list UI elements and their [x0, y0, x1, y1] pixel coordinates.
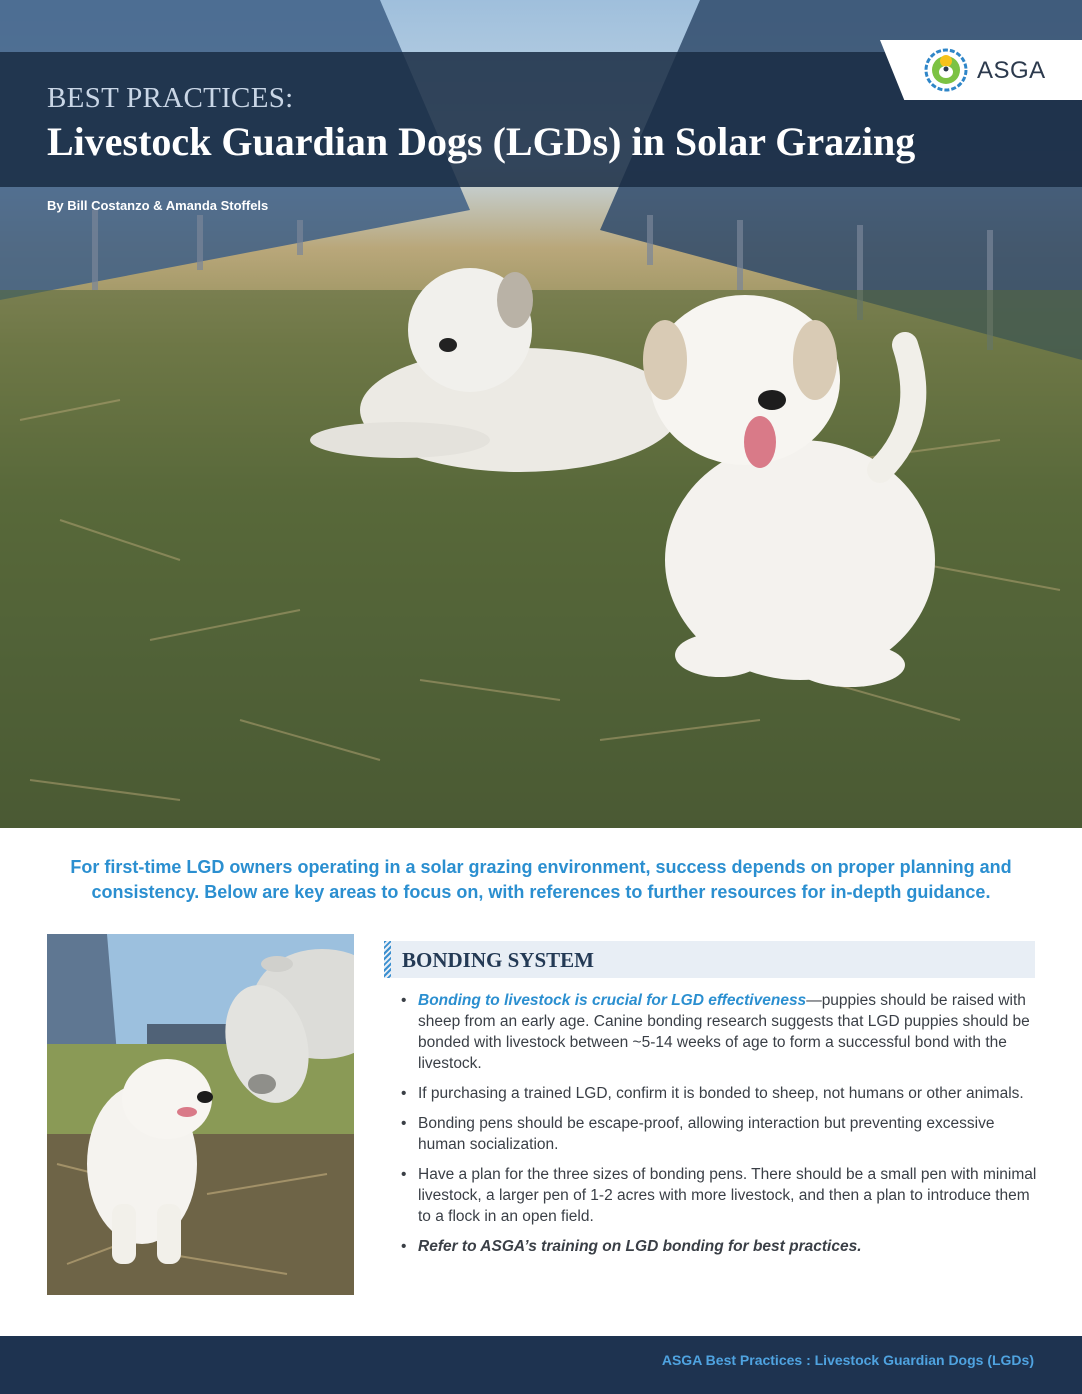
puppy-sheep-photo	[47, 934, 354, 1295]
bullet-pen-sizes	[400, 1164, 1040, 1227]
section-title-bonding: BONDING SYSTEM	[402, 948, 594, 972]
section-accent-stripe	[384, 941, 391, 978]
bullet-lead-text: Bonding to livestock is crucial for LGD effectiveness	[418, 992, 807, 1009]
bullet-bonding-crucial	[400, 990, 1040, 1074]
byline: By Bill Costanzo & Amanda Stoffels	[47, 198, 269, 213]
bullet-body-text: Have a plan for the three sizes of bonding pens. There should be a small pen with minimal livestock, a larger pen of 1-2 acres with more livestock, and then a plan to introduce them to a flock in an open field.	[418, 1166, 1037, 1225]
footer-text: ASGA Best Practices : Livestock Guardian Dogs (LGDs)	[661, 1352, 1034, 1368]
bullet-emphasis-text: Refer to ASGA’s training on LGD bonding for best practices.	[418, 1238, 862, 1255]
intro-paragraph: For first-time LGD owners operating in a solar grazing environment, success depends on proper planning and consistency. Below are key areas to focus on, with references to further resources for in-depth guidance.	[70, 857, 1012, 902]
bullet-body-text: —puppies should be raised with sheep from an early age. Canine bonding research suggests that LGD puppies should be bonded with livestock between ~5-14 weeks of age to form a successful bond with the livestock.	[418, 992, 1030, 1072]
page-title: Livestock Guardian Dogs (LGDs) in Solar Grazing	[47, 119, 916, 164]
bullet-escape-proof-pens	[400, 1113, 1040, 1155]
bonding-bullet-list	[400, 990, 1040, 1266]
logo-text: ASGA	[977, 57, 1046, 84]
bullet-body-text: Bonding pens should be escape-proof, allowing interaction but preventing excessive human socialization.	[418, 1115, 995, 1153]
puppy-sheep-illustration	[47, 934, 354, 1295]
kicker: BEST PRACTICES:	[47, 82, 294, 114]
bullet-refer-training	[400, 1236, 1040, 1257]
asga-logo-icon	[924, 48, 968, 92]
bullet-trained-lgd	[400, 1083, 1040, 1104]
bullet-body-text: If purchasing a trained LGD, confirm it is bonded to sheep, not humans or other animals.	[418, 1085, 1024, 1102]
